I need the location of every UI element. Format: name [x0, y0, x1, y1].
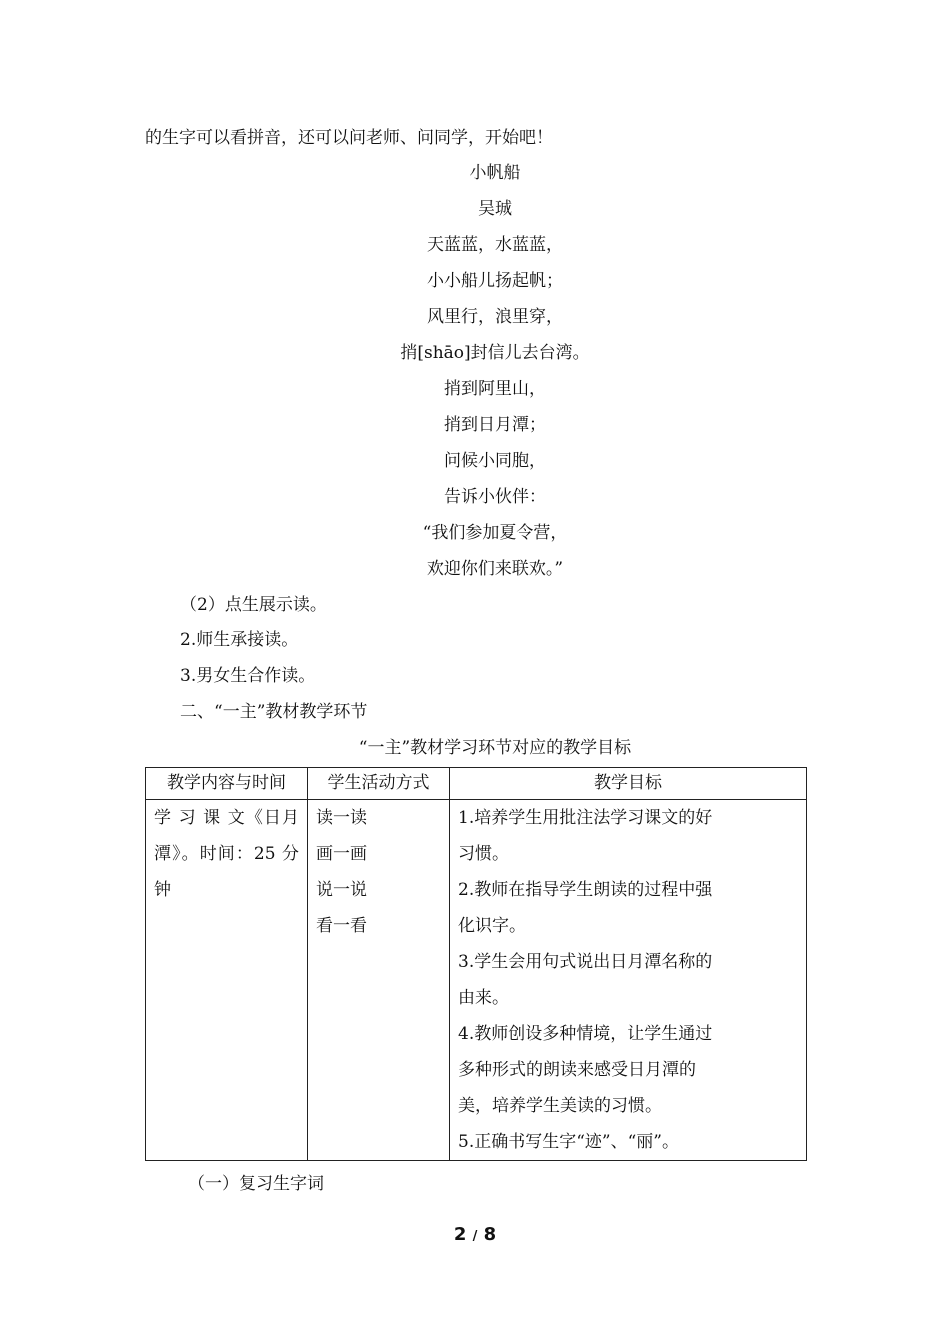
poem-line: “我们参加夏令营， [422, 523, 568, 543]
section-heading: 二、“一主”教材教学环节 [180, 702, 368, 722]
goal-line: 多种形式的朗读来感受日月潭的 [458, 1060, 696, 1080]
page-separator: / [472, 1229, 478, 1244]
step-item: （2）点生展示读。 [180, 595, 327, 615]
activity-item: 说一说 [316, 880, 367, 900]
poem-line: 小小船儿扬起帆； [427, 271, 563, 291]
poem-line: 告诉小伙伴： [444, 487, 546, 507]
goal-line: 3.学生会用句式说出日月潭名称的 [458, 952, 713, 972]
teaching-goals-table [145, 767, 807, 1161]
table-caption: “一主”教材学习环节对应的教学目标 [358, 738, 632, 758]
table-header-row [146, 768, 807, 800]
step-item: 3.男女生合作读。 [180, 666, 316, 686]
poem-line: 捎到日月潭； [444, 415, 546, 435]
activity-item: 看一看 [316, 916, 367, 936]
poem-line: 问候小同胞， [444, 451, 546, 471]
poem-author: 吴珹 [478, 199, 512, 219]
content-time-cell [146, 800, 308, 1161]
poem-line: 天蓝蓝，水蓝蓝， [427, 235, 563, 255]
column-header: 学生活动方式 [308, 768, 450, 800]
subsection-heading: （一）复习生字词 [188, 1174, 324, 1194]
table-row [146, 800, 807, 1161]
poem-line: 捎到阿里山， [444, 379, 546, 399]
goal-line: 4.教师创设多种情境，让学生通过 [458, 1024, 713, 1044]
cell-line: 学 习 课 文《日月 [154, 808, 299, 828]
goal-line: 2.教师在指导学生朗读的过程中强 [458, 880, 713, 900]
goal-line: 化识字。 [458, 916, 526, 936]
page-number [0, 1224, 950, 1245]
poem-title: 小帆船 [469, 163, 521, 183]
poem-line: 欢迎你们来联欢。” [426, 559, 564, 579]
poem-line: 风里行，浪里穿， [427, 307, 563, 327]
activity-item: 读一读 [316, 808, 367, 828]
activity-cell [308, 800, 450, 1161]
column-header: 教学目标 [450, 768, 807, 800]
cell-line: 钟 [154, 880, 171, 900]
goal-line: 习惯。 [458, 844, 509, 864]
activity-item: 画一画 [316, 844, 367, 864]
total-pages: 8 [483, 1224, 497, 1245]
goal-line: 5.正确书写生字“迹”、“丽”。 [458, 1132, 679, 1152]
goal-line: 美，培养学生美读的习惯。 [458, 1096, 662, 1116]
column-header: 教学内容与时间 [146, 768, 308, 800]
poem-line: 捎[shāo]封信儿去台湾。 [400, 343, 590, 363]
cell-line: 潭》。时间：25 分 [154, 844, 299, 864]
goals-cell [450, 800, 807, 1161]
intro-line: 的生字可以看拼音，还可以问老师、问同学，开始吧！ [145, 128, 553, 148]
current-page: 2 [453, 1224, 467, 1245]
step-item: 2.师生承接读。 [180, 630, 299, 650]
goal-line: 由来。 [458, 988, 509, 1008]
goal-line: 1.培养学生用批注法学习课文的好 [458, 808, 713, 828]
